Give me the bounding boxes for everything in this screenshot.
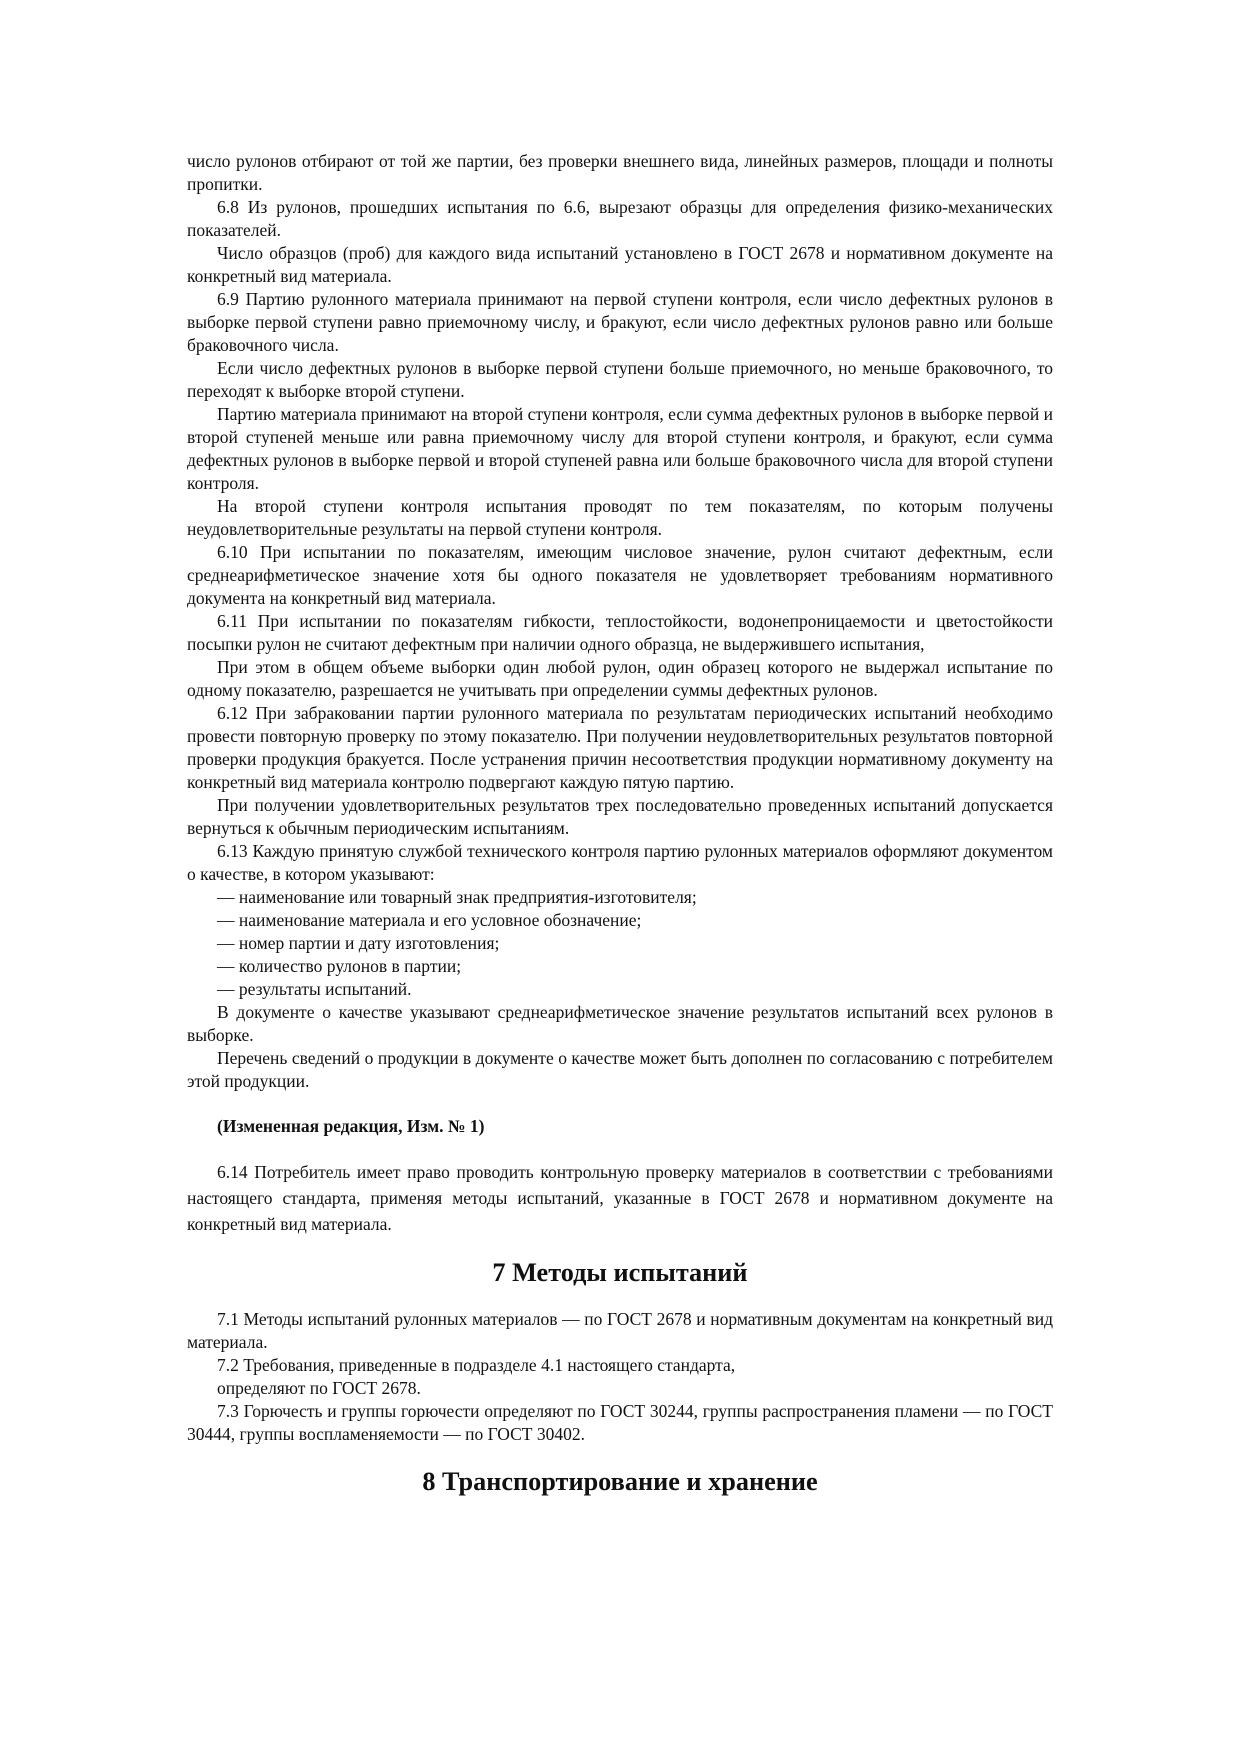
paragraph-info-list: Перечень сведений о продукции в документе о качестве может быть дополнен по согласованию с потребителем этой продукции. xyxy=(187,1048,1053,1091)
paragraph-average-value: В документе о качестве указывают среднеарифметическое значение результатов испытаний всех рулонов в выборке. xyxy=(187,1002,1053,1045)
paragraph-6-8: 6.8 Из рулонов, прошедших испытания по 6.6, вырезают образцы для определения физико-механических показателей. xyxy=(187,197,1053,240)
section-8-heading: 8 Транспортирование и хранение xyxy=(422,1467,818,1496)
paragraph-7-1: 7.1 Методы испытаний рулонных материалов — по ГОСТ 2678 и нормативным документам на конкретный вид материала. xyxy=(187,1309,1053,1352)
amendment-note: (Измененная редакция, Изм. № 1) xyxy=(217,1116,485,1136)
quality-document-list xyxy=(187,886,1053,1001)
section-7-heading: 7 Методы испытаний xyxy=(492,1258,748,1287)
paragraph-6-14: 6.14 Потребитель имеет право проводить контрольную проверку материалов в соответствии с требованиями настоящего стандарта, применяя методы испытаний, указанные в ГОСТ 2678 и нормативном документе на конкретный вид материала. xyxy=(187,1162,1053,1234)
document-page xyxy=(187,150,1053,1496)
list-item: — наименование или товарный знак предприятия-изготовителя; xyxy=(217,887,697,907)
list-item: — результаты испытаний. xyxy=(217,979,412,999)
paragraph-second-stage-tests: На второй ступени контроля испытания проводят по тем показателям, по которым получены неудовлетворительные результаты на первой ступени контроля. xyxy=(187,496,1053,539)
paragraph-6-12: 6.12 При забраковании партии рулонного материала по результатам периодических испытаний необходимо провести повторную проверку по этому показателю. При получении неудовлетворительных результатов повторной проверки продукция бракуется. После устранения причин несоответствия продукции нормативному документу на конкретный вид материала контролю подвергают каждую пятую партию. xyxy=(187,703,1053,792)
paragraph-sample-volume: При этом в общем объеме выборки один любой рулон, один образец которого не выдержал испытание по одному показателю, разрешается не учитывать при определении суммы дефектных рулонов. xyxy=(187,657,1053,700)
paragraph-7-3: 7.3 Горючесть и группы горючести определяют по ГОСТ 30244, группы распространения пламени — по ГОСТ 30444, группы воспламеняемости — по ГОСТ 30402. xyxy=(187,1401,1053,1444)
paragraph-continuation: число рулонов отбирают от той же партии, без проверки внешнего вида, линейных размеров, площади и полноты пропитки. xyxy=(187,151,1053,194)
paragraph-sample-count: Число образцов (проб) для каждого вида испытаний установлено в ГОСТ 2678 и нормативном документе на конкретный вид материала. xyxy=(187,243,1053,286)
paragraph-6-10: 6.10 При испытании по показателям, имеющим числовое значение, рулон считают дефектным, если среднеарифметическое значение хотя бы одного показателя не удовлетворяет требованиям нормативного документа на конкретный вид материала. xyxy=(187,542,1053,608)
list-item: — наименование материала и его условное обозначение; xyxy=(217,910,642,930)
paragraph-second-stage: Если число дефектных рулонов в выборке первой ступени больше приемочного, но меньше браковочного, то переходят к выборке второй ступени. xyxy=(187,358,1053,401)
paragraph-6-11: 6.11 При испытании по показателям гибкости, теплостойкости, водонепроницаемости и цветостойкости посыпки рулон не считают дефектным при наличии одного образца, не выдержившего испытания, xyxy=(187,611,1053,654)
list-item: — количество рулонов в партии; xyxy=(217,956,462,976)
paragraph-7-2-line-1: 7.2 Требования, приведенные в подразделе 4.1 настоящего стандарта, xyxy=(217,1355,736,1375)
list-item: — номер партии и дату изготовления; xyxy=(217,933,500,953)
paragraph-7-2-line-2: определяют по ГОСТ 2678. xyxy=(217,1378,421,1398)
paragraph-periodic-return: При получении удовлетворительных результатов трех последовательно проведенных испытаний допускается вернуться к обычным периодическим испытаниям. xyxy=(187,795,1053,838)
paragraph-second-stage-accept: Партию материала принимают на второй ступени контроля, если сумма дефектных рулонов в выборке первой и второй ступеней меньше или равна приемочному числу для второй ступени контроля, и бракуют, если сумма дефектных рулонов в выборке первой и второй ступеней равна или больше браковочного числа для второй ступени контроля. xyxy=(187,404,1053,493)
paragraph-6-9: 6.9 Партию рулонного материала принимают на первой ступени контроля, если число дефектных рулонов в выборке первой ступени равно приемочному числу, и бракуют, если число дефектных рулонов равно или больше браковочного числа. xyxy=(187,289,1053,355)
paragraph-6-13: 6.13 Каждую принятую службой технического контроля партию рулонных материалов оформляют документом о качестве, в котором указывают: xyxy=(187,841,1053,884)
